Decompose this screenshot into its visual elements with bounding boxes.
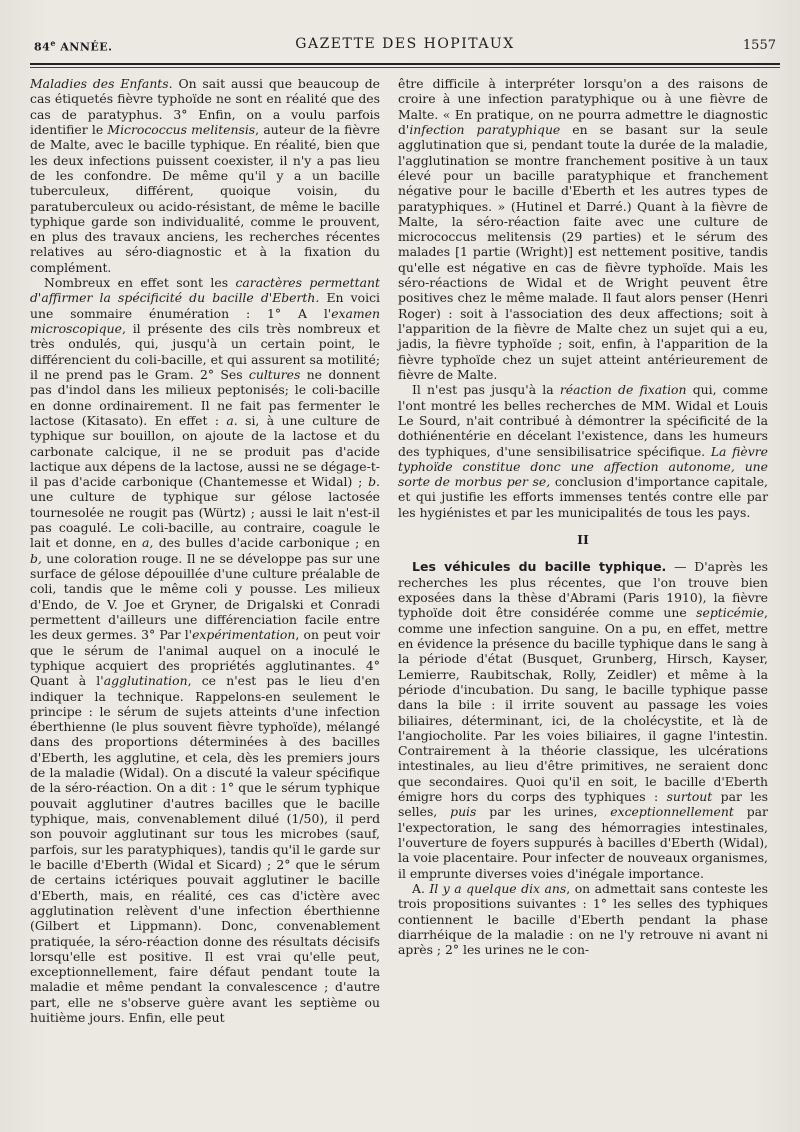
text-run: Nombreux en effet sont les xyxy=(44,275,229,291)
paragraph xyxy=(398,559,768,881)
text-run: , comme une infection sanguine. On a pu, en effet, mettre en évidence la présence du bacille typhique dans le sang à la période d'état (Busquet, Grunberg, Hirsch, Kayser, Lemierre, Raubitschak, Rolly, Zeidler) et même à la période d'incubation. Du sang, le bacille typhique passe dans la bile : il irrite souvent au passage les voies biliaires, déterminant, ici, de la cholécystite, et là de l'angiocholite. Par les voies biliaires, il gagne l'intestin. Contrairement à la théorie classique, les ulcérations intestinales, au lieu d'être primitives, ne seraient donc que secondaires. Quoi qu'il en soit, le bacille d'Eberth émigre hors du corps des typhiques : xyxy=(398,605,768,805)
emphasis: puis xyxy=(450,804,477,820)
emphasis: examen microscopique xyxy=(30,305,380,336)
text-run: , on admettait sans conteste les trois propositions suivantes : 1° les selles des typhiques contiennent le bacille d'Eberth pendant la phase diarrhéique de la maladie : on ne l'y retrouve ni avant ni après ; 2° les urines ne le con- xyxy=(398,880,768,958)
text-run: par les selles, xyxy=(398,789,768,820)
text-run: , ce n'est pas le lieu d'en indiquer la technique. Rappelons-en seulement le principe : le sérum de sujets atteints d'une infection éberthienne (le plus souvent fièvre typhoïde), mélangé dans des proportions déterminées à des bacilles d'Eberth, les agglutine, et cela, dès les premiers jours de la maladie (Widal). On a discuté la valeur spécifique de la séro-réaction. On a dit : 1° que le sérum typhique pouvait agglutiner d'autres bacilles que le bacille typhique, mais, convenablement dilué (1/50), il perd son pouvoir agglutinant sur tous les microbes (sauf, parfois, sur les paratyphiques), tandis qu'il le garde sur le bacille d'Eberth (Widal et Sicard) ; 2° que le sérum de certains ictériques pouvait agglutiner le bacille d'Eberth, mais, en réalité, ces cas d'ictère avec agglutination relèvent d'une infection éberthienne (Gilbert et Lippmann). Donc, convenablement pratiquée, la séro-réaction donne des résultats décisifs lorsqu'elle est positive. Il est vrai qu'elle peut, exceptionnellement, faire défaut pendant toute la maladie et même pendant la convalescence ; d'autre part, elle ne s'observe guère avant les septième ou huitième jours. Enfin, elle peut xyxy=(30,673,381,1026)
issue-number: 84 xyxy=(34,40,51,54)
emphasis: agglutination xyxy=(103,673,188,689)
page-header xyxy=(30,34,780,62)
text-run: On sait aussi que beaucoup de cas étiquetés fièvre typhoïde ne sont en réalité que des cas de paratyphus. 3° Enfin, on a voulu parfois identifier le xyxy=(30,76,380,137)
emphasis: Micrococcus melitensis xyxy=(107,121,256,137)
paragraph xyxy=(398,382,768,520)
issue-word: ANNÉE. xyxy=(60,40,113,54)
list-label: A. xyxy=(412,880,425,896)
emphasis: b, xyxy=(30,550,42,566)
section-label: Maladies des Enfants. xyxy=(30,76,173,91)
paragraph xyxy=(398,881,768,958)
text-run: être difficile à interpréter lorsqu'on a des raisons de croire à une infection paratyphique ou à une fièvre de Malte. « En pratique, on ne pourra admettre le diagnostic d' xyxy=(398,76,768,137)
text-run: si, à une culture de typhique sur bouillon, on ajoute de la lactose et du carbonate calcique, il ne se produit pas d'acide lactique aux dépens de la lactose, aussi ne se dégage-t-il pas d'acide carbonique (Chantemesse et Widal) ; xyxy=(30,412,380,490)
text-run: , il présente des cils très nombreux et très ondulés, qui, jusqu'à un certain point, le différencient du coli-bacille, et qui assurent sa motilité; il ne prend pas le Gram. 2° Ses xyxy=(30,321,380,382)
emphasis: a, xyxy=(142,535,154,551)
text-run: une coloration rouge. Il ne se développe pas sur une surface de gélose dépouillée d'une culture préalable de coli, tandis que le même coli y pousse. Les milieux d'Endo, de V. Joe et Gryner, de Drigalski et Conradi permettent d'ailleurs une différenciation facile entre les deux germes. 3° Par l' xyxy=(30,550,380,643)
emphasis: b. xyxy=(368,474,380,490)
emphasis: cultures xyxy=(248,366,301,382)
paragraph xyxy=(30,275,380,1025)
section-heading: Les véhicules du bacille typhique. xyxy=(412,559,667,575)
page-number: 1557 xyxy=(742,38,776,53)
paragraph xyxy=(398,76,768,382)
text-run: des bulles d'acide carbonique ; en xyxy=(158,535,380,551)
journal-title: GAZETTE DES HOPITAUX xyxy=(295,36,515,52)
section-number: II xyxy=(577,532,589,548)
text-run: — D'après les recherches les plus récentes, que l'on trouve bien exposées dans la thèse d'Abrami (Paris 1910), la fièvre typhoïde doit être considérée comme une xyxy=(398,559,768,621)
emphasis: infection paratyphique xyxy=(409,121,561,137)
emphasis: La fièvre typhoïde constitue donc une affection autonome, une sorte de morbus per se, xyxy=(398,443,768,490)
text-run: qui, comme l'ont montré les belles recherches de MM. Widal et Louis Le Sourd, n'ait contribué à démontrer la spécificité de la dothiénentérie en décelant l'existence, dans les humeurs des typhiques, d'une sensibilisatrice spécifique. xyxy=(398,382,768,459)
text-run: conclusion d'importance capitale, et qui justifie les efforts immenses tentés contre elle par les hygiénistes et par les municipalités de tous les pays. xyxy=(398,474,768,520)
text-run: par les urines, xyxy=(489,804,598,820)
emphasis: expérimentation xyxy=(192,627,296,643)
right-column xyxy=(398,76,768,958)
text-run: une culture de typhique sur gélose lactosée tournesolée ne rougit pas (Würtz) ; aussi le lait n'est-il pas coagulé. Le coli-bacille, au contraire, coagule le lait et donne, en xyxy=(30,489,380,551)
header-rule-thick xyxy=(30,63,780,65)
emphasis: septicémie xyxy=(696,605,765,621)
text-run: , auteur de la fièvre de Malte, avec le bacille typhique. En réalité, bien que les deux infections puissent coexister, il n'y a pas lieu de les confondre. De même qu'il y a un bacille tuberculeux, différent, quoique voisin, du paratuberculeux ou acido-résistant, de même le bacille typhique garde son individualité, comme le prouvent, en plus des travaux anciens, les recherches récentes relatives au séro-diagnostic et à la fixation du complément. xyxy=(30,121,380,275)
header-rule-thin xyxy=(30,67,780,68)
emphasis: surtout xyxy=(666,789,713,805)
issue-sup: e xyxy=(50,38,56,48)
emphasis: a. xyxy=(226,412,238,428)
emphasis: caractères permettant d'affirmer la spécificité du bacille d'Eberth. xyxy=(30,275,380,306)
paragraph xyxy=(30,76,380,275)
emphasis: Il y a quelque dix ans xyxy=(429,880,567,896)
text-run: par l'expectoration, le sang des hémorragies intestinales, l'ouverture de foyers suppurés à bacilles d'Eberth (Widal), la voie placentaire. Pour infecter de nouveaux organismes, il emprunte diverses voies d'inégale importance. xyxy=(398,804,768,881)
text-run: ne donnent pas d'indol dans les milieux peptonisés; le coli-bacille en donne ordinairement. Il ne fait pas fermenter le lactose (Kitasato). En effet : xyxy=(30,366,380,428)
emphasis: exceptionnellement xyxy=(610,804,734,820)
text-run: En voici une sommaire énumération : 1° A l' xyxy=(30,290,380,321)
text-run: , on peut voir que le sérum de l'animal auquel on a inoculé le typhique acquiert des propriétés agglutinantes. 4° Quant à l' xyxy=(30,627,380,689)
left-column xyxy=(30,76,380,1025)
text-run: Il n'est pas jusqu'à la xyxy=(412,382,554,398)
emphasis: réaction de fixation xyxy=(559,382,687,398)
text-run: en se basant sur la seule agglutination que si, pendant toute la durée de la maladie, l'agglutination se montre franchement positive à un taux élevé pour un bacille paratyphique et franchement négative pour le bacille d'Eberth et les autres types de paratyphiques. » (Hutinel et Darré.) Quant à la fièvre de Malte, la séro-réaction faite avec une culture de micrococcus melitensis (29 parties) et le sérum des malades [1 partie (Wright)] est nettement positive, tandis qu'elle est négative en cas de fièvre typhoïde. Mais les séro-réactions de Widal et de Wright peuvent être positives chez le même malade. Il faut alors penser (Henri Roger) : soit à l'association des deux affections; soit à l'apparition de la fièvre de Malte chez un sujet qui a eu, jadis, la fièvre typhoïde ; soit, enfin, à l'apparition de la fièvre typhoïde chez un sujet atteint antérieurement de fièvre de Malte. xyxy=(398,121,768,382)
